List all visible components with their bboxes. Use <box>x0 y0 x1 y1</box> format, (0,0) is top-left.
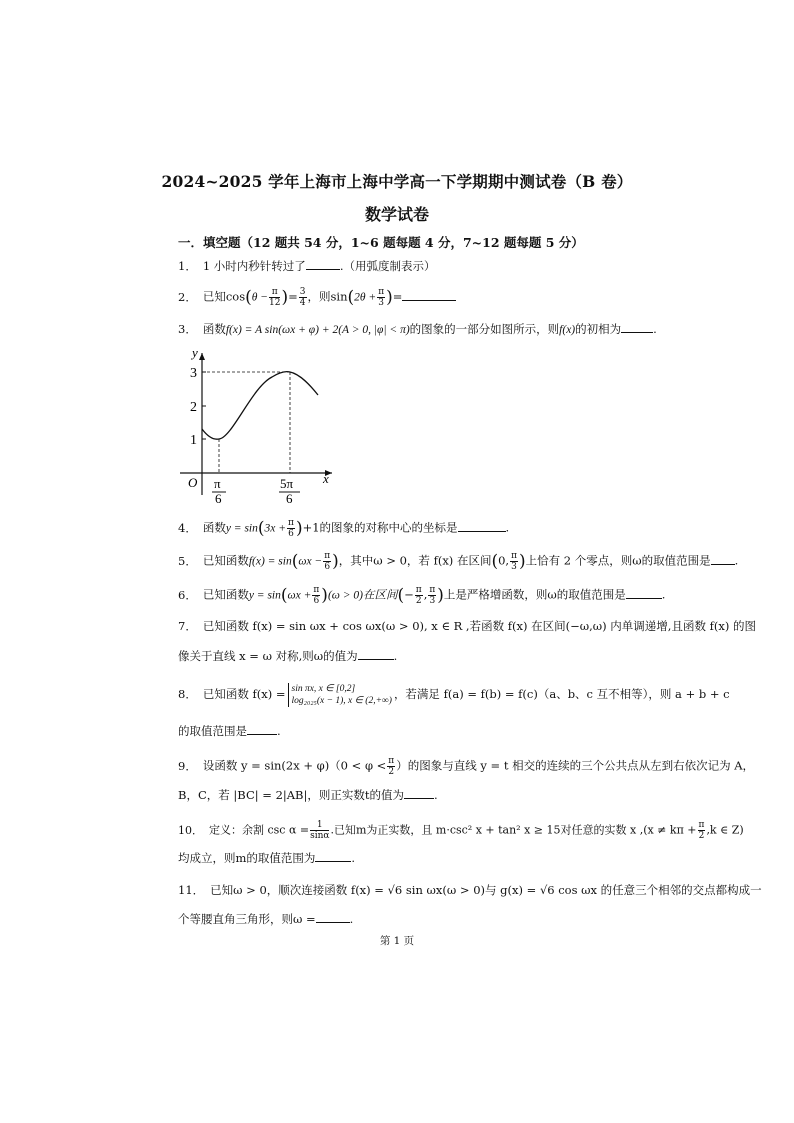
y-tick-label-3: 3 <box>190 366 197 381</box>
question-11: 11． 已知ω > 0，顺次连接函数 f(x) = √6 sin ωx(ω > 0)与 g(x) = √6 cos ωx 的任意三个相邻的交点都构成一 <box>178 883 762 897</box>
y-tick-label-1: 1 <box>190 433 197 448</box>
x-axis-label: x <box>323 471 329 486</box>
exam-title: 2024~2025 学年上海市上海中学高一下学期期中测试卷（B 卷） <box>161 172 633 191</box>
x-tick-label-5pi6-num: 5π <box>280 476 294 491</box>
x-tick-label-5pi6-den: 6 <box>286 491 293 505</box>
answer-blank <box>711 552 735 565</box>
page-footer: 第 1 页 <box>379 935 415 947</box>
piecewise-cases: sin πx, x ∈ [0,2] log₂₀₂₅(x − 1), x ∈ (2,+∞) <box>288 683 392 707</box>
question-1: 1． 1 小时内秒针转过了 .（用弧度制表示） <box>178 259 436 273</box>
answer-blank <box>458 519 506 532</box>
x-tick-label-pi6-den: 6 <box>215 491 222 505</box>
y-tick-label-2: 2 <box>190 400 197 415</box>
question-8: 8． 已知函数 f(x) = sin πx, x ∈ [0,2] log₂₀₂₅(x − 1), x ∈ (2,+∞) ，若满足 f(a) = f(b) = f(c)（a、b、c 互不相等），则 a + b + c <box>178 684 730 706</box>
question-3: 3． 函数f(x) = A sin(ωx + φ) + 2(A > 0, |φ| < π)的图象的一部分如图所示，则f(x)的初相为 . <box>178 322 657 336</box>
answer-blank <box>316 910 350 923</box>
answer-blank <box>247 722 277 735</box>
question-11-line-2: 个等腰直角三角形，则ω = . <box>178 912 354 926</box>
question-5: 5． 已知函数f(x) = sin(ωx − $\frac{\pi}{6}$ )，其中ω > 0，若 f(x) 在区间(0, $\frac{\pi}{3}$ )上恰有 2 个零点，则ω的取值范围是 . <box>178 551 739 572</box>
question-4: 4． 函数y = sin(3x + $\frac{\pi}{6}$ )+1的图象的对称中心的坐标是 . <box>178 518 510 539</box>
answer-blank <box>626 586 662 599</box>
question-10-line-2: 均成立，则m的取值范围为 . <box>178 851 356 865</box>
answer-blank <box>402 288 456 301</box>
question-7-line-2: 像关于直线 x = ω 对称,则ω的值为 . <box>178 649 398 663</box>
question-2: 2． 已知cos(θ − $\frac{\pi}{12}$ )= $\frac{3}{4}$ ，则sin(2θ + $\frac{\pi}{3}$ )= <box>178 287 456 308</box>
sine-curve <box>202 372 318 440</box>
question-8-line-2: 的取值范围是 . <box>178 724 281 738</box>
answer-blank <box>621 320 653 333</box>
answer-blank <box>315 849 351 862</box>
answer-blank <box>358 647 394 660</box>
y-axis-arrow-icon <box>199 353 205 360</box>
question-10: 10． 定义：余割 csc α = $\frac{1}{\sin\alpha}$ .已知m为正实数，且 m·csc² x + tan² x ≥ 15对任意的实数 x ,(x ≠ kπ + $\frac{\pi}{2}$ ,k ∈ Z) <box>178 820 744 841</box>
y-axis-label: y <box>192 345 198 360</box>
question-6: 6． 已知函数y = sin(ωx + $\frac{\pi}{6}$ )(ω > 0)在区间(− $\frac{\pi}{2}$ , $\frac{\pi}{3}$ )上是严格增函数，则ω的取值范围是 . <box>178 585 666 606</box>
answer-blank <box>306 257 340 270</box>
origin-label: O <box>188 475 198 490</box>
x-tick-label-pi6-num: π <box>214 476 221 491</box>
answer-blank <box>404 786 434 799</box>
question-7: 7． 已知函数 f(x) = sin ωx + cos ωx(ω > 0), x ∈ R ,若函数 f(x) 在区间(−ω,ω) 内单调递增,且函数 f(x) 的图 <box>178 619 756 633</box>
exam-subtitle: 数学试卷 <box>364 205 429 224</box>
question-9: 9． 设函数 y = sin(2x + φ)（0 < φ < $\frac{\pi}{2}$ ）的图象与直线 y = t 相交的连续的三个公共点从左到右依次记为 A， <box>178 756 755 777</box>
section-heading: 一．填空题（12 题共 54 分，1~6 题每题 4 分，7~12 题每题 5 分） <box>178 235 584 250</box>
function-graph <box>172 345 342 505</box>
question-9-line-2: B，C，若 |BC| = 2|AB|，则正实数t的值为 . <box>178 788 438 802</box>
